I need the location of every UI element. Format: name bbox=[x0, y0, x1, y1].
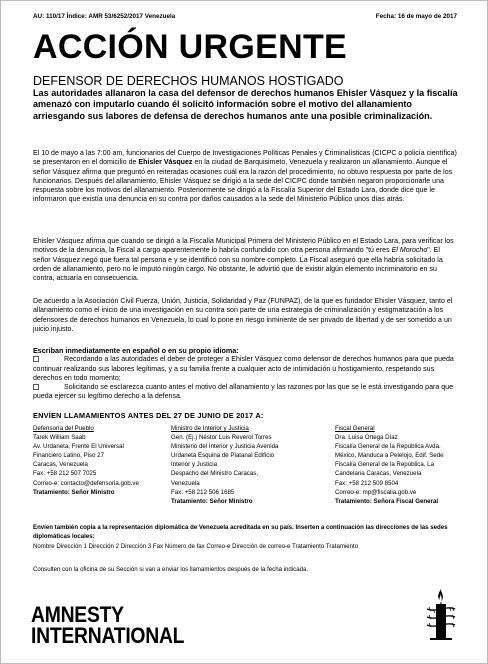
logo-line-1: AMNESTY bbox=[31, 602, 124, 627]
document-header bbox=[33, 13, 457, 23]
defender-name: Ehisler Vásquez bbox=[138, 159, 193, 167]
contact-defensoria bbox=[33, 424, 158, 497]
appeal-bullet-1 bbox=[33, 355, 459, 383]
bullet-square-icon bbox=[33, 384, 39, 390]
contact-line: Dra. Luisa Ortega Díaz bbox=[335, 434, 398, 442]
contact-line: Fiscalía General de la República, La bbox=[335, 461, 434, 469]
paragraph-1-rest: en la ciudad de Barquisimeto, Venezuela y realizaron un allanamiento. Aunque el señor Vásquez afirma que preguntó en reiteradas ocasiones cuál era la razón del procedimiento, no obtuvo respuesta por parte de los funcionarios. Después del allanamiento, Ehisler Vásquez se dirigió a la sede del CICPC donde también negaron proporcionarle una respuesta sobre los motivos del allanamiento. Posteriormente se dirigió a la Fiscalía Superior del Estado Lara, donde dice que le informaron que existía una denuncia en su contra por daños causados a la sede del Ministerio Público unos días atrás. bbox=[33, 159, 453, 204]
contact-line: Fiscalía General de la República Avda. bbox=[335, 443, 441, 451]
contact-line: Tarek William Saab bbox=[33, 434, 86, 442]
contact-fax: Fax: +58 212 507 7025 bbox=[33, 470, 97, 478]
copy-instructions: Envíen también copia a la representación diplomática de Venezuela acreditada en su país. Inserten a continuación las direcciones de las sedes diplomáticas locales: bbox=[33, 524, 448, 541]
contact-treatment: Tratamiento: Señor Ministro bbox=[171, 497, 253, 505]
contact-email[interactable]: Correo-e: mp@fiscalia.gob.ve bbox=[335, 488, 417, 496]
contact-treatment: Tratamiento: Señor Ministro bbox=[33, 488, 115, 496]
contact-email[interactable]: Correo-e: contacto@defensoria.gob.ve bbox=[33, 479, 139, 487]
contact-title: Fiscal General bbox=[335, 425, 375, 432]
alias-name: El Morocho bbox=[391, 247, 428, 255]
appeal-bullet-2-text: Solicitando se esclarezca cuanto antes el motivo del allanamiento y las razones por las que se le está investigando para que pueda ejercer su legítimo derecho a la defensa. bbox=[33, 384, 453, 401]
contact-title: Ministro de Interior y Justicia bbox=[171, 425, 249, 432]
contact-ministro-interior bbox=[171, 424, 306, 506]
logo-line-2: INTERNATIONAL bbox=[31, 623, 185, 648]
amnesty-logo-text bbox=[31, 604, 184, 646]
write-heading: Escriban inmediatamente en español o en su propio idioma: bbox=[33, 346, 239, 355]
paragraph-3: De acuerdo a la Asociación Civil Fuerza, Unión, Justicia, Solidaridad y Paz (FUNPAZ), de la que es fundador Ehisler Vásquez, tanto el allanamiento como el inicio de una investigación en su contra son parte de una estrategia de criminalización y estigmatización a los defensores de derechos humanos en Venezuela, lo cual lo pone en riesgo inminente de ser privado de libertad y de ser sometido a un juicio injusto. bbox=[33, 298, 453, 333]
paragraph-2 bbox=[33, 237, 459, 283]
contact-line: Gen. (Ej.) Néstor Luis Reverol Torres bbox=[171, 434, 272, 442]
deadline-heading: ENVÍEN LLAMAMIENTOS ANTES DEL 27 DE JUNIO DE 2017 A: bbox=[33, 411, 264, 420]
contact-line: Interior y Justicia bbox=[171, 461, 218, 469]
lede-paragraph: Las autoridades allanaron la casa del defensor de derechos humanos Ehisler Vásquez y la fiscalía amenazó con imputarlo cuando él solicitó información sobre el motivo del allanamiento arriesgando sus labores de defensa de derechos humanos ante una posible criminalización. bbox=[33, 88, 458, 121]
contact-line: Urdaneta Esquina de Platanal Edificio bbox=[171, 452, 275, 460]
consult-note: Consulten con la oficina de su Sección si van a enviar los llamamientos después de la fecha indicada. bbox=[33, 566, 309, 573]
paragraph-2-start: Ehisler Vásquez afirma que cuando se dirigió a la Fiscalía Municipal Primera del Ministerio Público en el Estado Lara, para verificar los motivos de la denuncia, la Fiscal a cargo aparentemente lo habría confundido con otra persona afirmando "tú eres bbox=[33, 238, 454, 255]
reference-index: AU: 110/17 Índice: AMR 53/6252/2017 Venezuela bbox=[33, 13, 176, 20]
contact-title: Defensoría del Pueblo bbox=[33, 425, 94, 432]
appeal-bullet-2 bbox=[33, 383, 459, 402]
paragraph-1 bbox=[33, 149, 459, 205]
contact-line: Caracas, Venezuela bbox=[33, 461, 88, 469]
contact-line: Ministerio del Interior y Justicia Avenida bbox=[171, 443, 279, 451]
bullet-square-icon bbox=[33, 356, 39, 362]
diplomatic-address-template: Nombre Dirección 1 Dirección 2 Dirección 3 Fax Número de fax Correo-e Dirección de correo-e Tratamiento Tratamiento bbox=[33, 543, 359, 550]
page-subtitle: DEFENSOR DE DERECHOS HUMANOS HOSTIGADO bbox=[33, 74, 344, 88]
write-section bbox=[33, 346, 459, 402]
page-title: ACCIÓN URGENTE bbox=[33, 28, 347, 66]
contact-line: México, Manduca a Pelelojo, Edif. Sede bbox=[335, 452, 444, 460]
contact-fiscal-general bbox=[335, 424, 460, 506]
contact-line: Av. Urdaneta, Frente El Universal bbox=[33, 443, 124, 451]
contact-line: Despacho del Ministro Caracas, bbox=[171, 470, 259, 478]
contact-line: Financiero Latino, Piso 27 bbox=[33, 452, 105, 460]
paragraph-1-start: El 10 de mayo a las 7:00 am, funcionarios del Cuerpo de Investigaciones Políticas Penales y Criminalísticas (CICPC o policía científica) se presentaron en el domicilio de bbox=[33, 150, 457, 167]
appeal-bullet-1-text: Recordando a las autoridades el deber de proteger a Ehisler Vásquez como defensor de derechos humanos para que pueda continuar realizando sus labores legítimas, y a su familia frente a cualquier acto de intimidación u hostigamiento, respetando sus derechos en todo momento; bbox=[33, 356, 454, 382]
contact-line: Candelaria Caracas, Venezuela bbox=[335, 470, 422, 478]
paragraph-2-rest: ". El señor Vásquez negó que fuera tal persona e y se identificó con su nombre completo. La Fiscal aseguró que ella habría solicitado la orden de allanamiento, pero no le imputó ningún cargo. No obstante, le advirtió que de existir algún elemento incriminatorio en su contra, actuaría en consecuencia. bbox=[33, 247, 443, 282]
contact-treatment: Tratamiento: Señora Fiscal General bbox=[335, 497, 439, 505]
contact-fax: Fax: +58 212 509 8504 bbox=[335, 479, 399, 487]
candle-barbed-wire-icon bbox=[425, 587, 457, 643]
document-date: Fecha: 16 de mayo de 2017 bbox=[375, 13, 457, 20]
contact-fax: Fax: +58 212 506 1685 bbox=[171, 488, 235, 496]
contact-line: Venezuela bbox=[171, 479, 200, 487]
